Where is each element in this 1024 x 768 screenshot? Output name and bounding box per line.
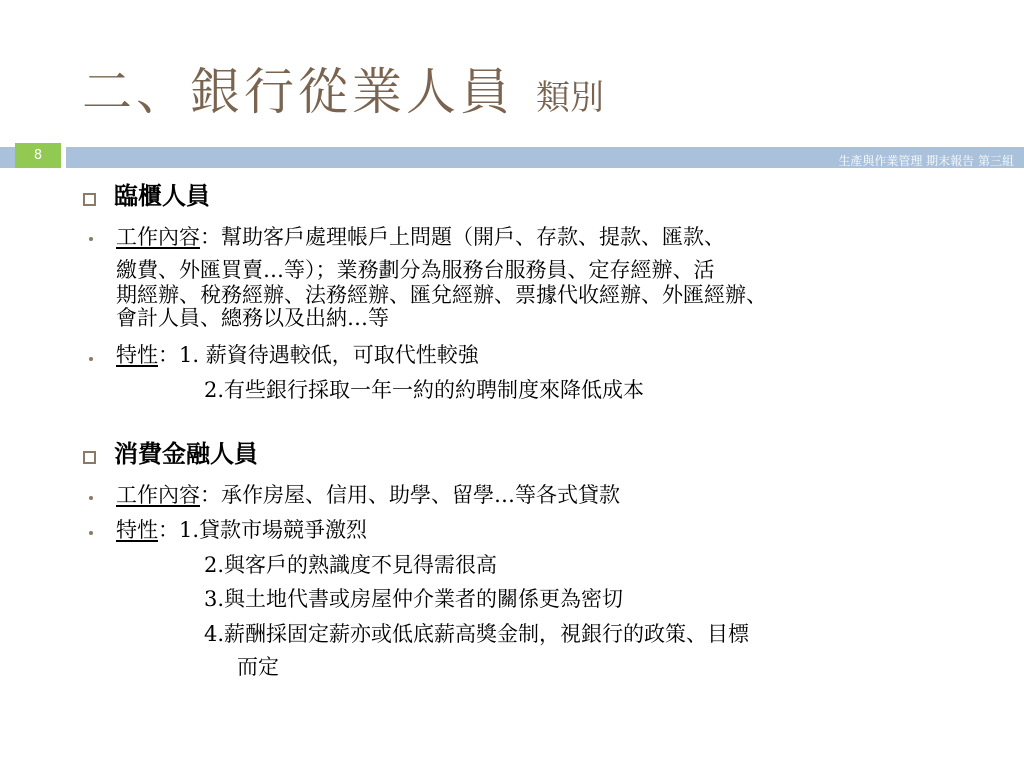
square-bullet-icon	[83, 193, 96, 206]
trait-line: 2.與客戶的熟識度不見得需很高	[204, 553, 498, 577]
trait-label: 特性	[116, 518, 158, 542]
trait-line	[116, 343, 479, 367]
section-heading: 臨櫃人員	[114, 181, 210, 210]
dot-bullet-icon	[89, 531, 93, 535]
footer-text: 生產與作業管理 期末報告 第三組	[838, 154, 1014, 168]
trait-text: ：1.貸款市場競爭激烈	[158, 518, 368, 542]
slide-number: 8	[15, 143, 61, 168]
dot-bullet-icon	[89, 496, 93, 500]
work-line	[116, 483, 620, 507]
square-bullet-icon	[83, 451, 96, 464]
trait-line: 3.與土地代書或房屋仲介業者的關係更為密切	[204, 587, 624, 611]
trait-line: 而定	[237, 655, 279, 679]
section-heading: 消費金融人員	[114, 439, 258, 468]
work-text: ：承作房屋、信用、助學、留學…等各式貸款	[200, 483, 620, 507]
trait-label: 特性	[116, 343, 158, 367]
work-line	[116, 225, 725, 249]
dot-bullet-icon	[89, 237, 93, 241]
trait-line: 2.有些銀行採取一年一約的約聘制度來降低成本	[204, 378, 645, 402]
trait-text: ：1. 薪資待遇較低，可取代性較強	[158, 343, 479, 367]
work-label: 工作內容	[116, 483, 200, 507]
trait-line	[116, 518, 367, 542]
dot-bullet-icon	[89, 357, 93, 361]
work-label: 工作內容	[116, 225, 200, 249]
title-sub: 類別	[536, 78, 604, 118]
trait-line: 4.薪酬採固定薪亦或低底薪高獎金制，視銀行的政策、目標	[204, 622, 750, 646]
work-line: 會計人員、總務以及出納…等	[116, 306, 389, 330]
work-line: 繳費、外匯買賣…等）；業務劃分為服務台服務員、定存經辦、活	[116, 258, 715, 282]
work-line: 期經辦、稅務經辦、法務經辦、匯兌經辦、票據代收經辦、外匯經辦、	[116, 283, 767, 307]
title-main: 二、銀行從業人員	[82, 63, 514, 121]
work-text: ：幫助客戶處理帳戶上問題（開戶、存款、提款、匯款、	[200, 225, 725, 249]
